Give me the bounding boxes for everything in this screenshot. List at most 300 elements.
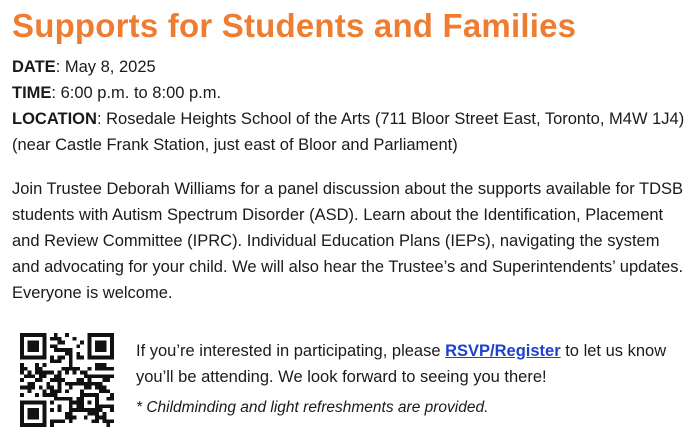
qr-module	[31, 408, 35, 412]
qr-module	[58, 341, 62, 345]
qr-module	[31, 333, 35, 337]
qr-module	[91, 382, 95, 386]
qr-module	[61, 367, 65, 371]
qr-module	[95, 333, 99, 337]
qr-module	[31, 348, 35, 352]
qr-module	[43, 423, 47, 427]
qr-module	[99, 363, 103, 367]
qr-module	[84, 393, 88, 397]
qr-module	[88, 374, 92, 378]
qr-module	[58, 404, 62, 408]
qr-module	[80, 401, 84, 405]
qr-module	[91, 408, 95, 412]
qr-module	[73, 408, 77, 412]
qr-module	[43, 374, 47, 378]
qr-module	[31, 374, 35, 378]
qr-module	[50, 378, 54, 382]
qr-module	[99, 382, 103, 386]
qr-module	[106, 423, 110, 427]
qr-module	[103, 386, 107, 390]
qr-module	[20, 352, 24, 356]
qr-module	[76, 382, 80, 386]
qr-module	[88, 393, 92, 397]
qr-module	[103, 348, 107, 352]
qr-module	[61, 356, 65, 360]
qr-module	[106, 389, 110, 393]
qr-module	[28, 348, 32, 352]
qr-module	[43, 356, 47, 360]
qr-module	[35, 363, 39, 367]
qr-module	[39, 367, 43, 371]
qr-module	[69, 419, 73, 423]
qr-module	[39, 423, 43, 427]
qr-module	[20, 393, 24, 397]
qr-module	[103, 419, 107, 423]
time-line	[12, 80, 687, 106]
qr-module	[95, 393, 99, 397]
qr-module	[39, 333, 43, 337]
qr-module	[24, 367, 28, 371]
qr-module	[103, 356, 107, 360]
qr-module	[88, 348, 92, 352]
qr-module	[106, 419, 110, 423]
rsvp-text	[136, 338, 676, 419]
qr-module	[80, 408, 84, 412]
qr-module	[28, 356, 32, 360]
qr-module	[61, 348, 65, 352]
qr-module	[54, 397, 58, 401]
qr-module	[28, 408, 32, 412]
qr-module	[24, 386, 28, 390]
qr-module	[88, 412, 92, 416]
qr-module	[65, 348, 69, 352]
time-label: TIME	[12, 84, 52, 102]
qr-module	[35, 378, 39, 382]
qr-module	[110, 352, 114, 356]
qr-module	[35, 408, 39, 412]
qr-module	[35, 416, 39, 420]
qr-module	[31, 356, 35, 360]
qr-module	[28, 416, 32, 420]
qr-module	[28, 374, 32, 378]
qr-module	[73, 371, 77, 375]
page-title: Supports for Students and Families	[12, 7, 577, 44]
qr-module	[54, 337, 58, 341]
qr-module	[103, 333, 107, 337]
qr-module	[35, 344, 39, 348]
qr-module	[95, 408, 99, 412]
qr-module	[95, 344, 99, 348]
qr-module	[54, 393, 58, 397]
qr-module	[106, 404, 110, 408]
qr-module	[20, 419, 24, 423]
qr-module	[20, 401, 24, 405]
qr-module	[58, 408, 62, 412]
qr-module	[80, 378, 84, 382]
qr-module	[110, 393, 114, 397]
qr-module	[110, 374, 114, 378]
qr-module	[43, 389, 47, 393]
date-label: DATE	[12, 58, 56, 76]
qr-module	[103, 378, 107, 382]
qr-module	[84, 382, 88, 386]
qr-module	[76, 356, 80, 360]
location-line	[12, 106, 687, 158]
qr-module	[54, 378, 58, 382]
qr-module	[28, 401, 32, 405]
qr-module	[110, 337, 114, 341]
flyer	[12, 0, 687, 306]
qr-module	[69, 404, 73, 408]
qr-module	[20, 356, 24, 360]
qr-module	[31, 401, 35, 405]
qr-module	[73, 337, 77, 341]
qr-module	[110, 397, 114, 401]
qr-module	[43, 363, 47, 367]
qr-module	[28, 386, 32, 390]
qr-module	[65, 412, 69, 416]
qr-module	[103, 363, 107, 367]
qr-module	[20, 412, 24, 416]
qr-module	[99, 367, 103, 371]
qr-module	[110, 419, 114, 423]
qr-module	[20, 348, 24, 352]
rsvp-section	[12, 330, 687, 440]
qr-module	[91, 374, 95, 378]
qr-module	[95, 404, 99, 408]
qr-module	[106, 374, 110, 378]
qr-module	[50, 389, 54, 393]
qr-module	[31, 341, 35, 345]
qr-module	[61, 419, 65, 423]
qr-module	[80, 397, 84, 401]
qr-module	[43, 401, 47, 405]
qr-module	[88, 386, 92, 390]
qr-module	[76, 367, 80, 371]
qr-module	[20, 344, 24, 348]
qr-module	[35, 356, 39, 360]
qr-module	[28, 333, 32, 337]
event-description: Join Trustee Deborah Williams for a panel discussion about the supports available for TDSB students with Autism Spectrum Disorder (ASD). Learn about the Identification, Placement and Review Committee (IPRC). Individual Education Plans (IEPs), navigating the system and advocating for your child. We will also hear the Trustee’s and Superintendents’ updates. Everyone is welcome.	[12, 180, 684, 302]
qr-module	[103, 341, 107, 345]
qr-module	[43, 341, 47, 345]
qr-module	[20, 408, 24, 412]
qr-module	[43, 344, 47, 348]
qr-module	[39, 378, 43, 382]
qr-module	[43, 412, 47, 416]
qr-module	[95, 374, 99, 378]
qr-module	[54, 419, 58, 423]
qr-module	[28, 389, 32, 393]
qr-module	[20, 363, 24, 367]
qr-module	[73, 416, 77, 420]
location-label: LOCATION	[12, 110, 97, 128]
qr-module	[58, 337, 62, 341]
qr-module	[24, 356, 28, 360]
qr-module	[65, 352, 69, 356]
location-value: : Rosedale Heights School of the Arts (711 Bloor Street East, Toronto, M4W 1J4) (near Castle Frank Station, just east of Bloor and Parliament)	[12, 110, 685, 154]
qr-module	[46, 371, 50, 375]
qr-module	[65, 416, 69, 420]
qr-module	[99, 389, 103, 393]
qr-module	[95, 401, 99, 405]
qr-module	[20, 386, 24, 390]
qr-module	[80, 393, 84, 397]
qr-module	[76, 397, 80, 401]
qr-module	[58, 359, 62, 363]
qr-module	[43, 416, 47, 420]
qr-module	[84, 371, 88, 375]
qr-module	[46, 382, 50, 386]
qr-module	[43, 419, 47, 423]
qr-module	[73, 401, 77, 405]
rsvp-register-link[interactable]: RSVP/Register	[445, 342, 561, 360]
qr-module	[50, 393, 54, 397]
qr-module	[95, 419, 99, 423]
qr-module	[35, 371, 39, 375]
qr-module	[50, 356, 54, 360]
qr-module	[91, 419, 95, 423]
qr-module	[103, 389, 107, 393]
qr-module	[84, 374, 88, 378]
qr-module	[110, 348, 114, 352]
qr-module	[88, 401, 92, 405]
qr-module	[106, 333, 110, 337]
qr-module	[99, 341, 103, 345]
qr-module	[65, 367, 69, 371]
qr-module	[43, 371, 47, 375]
qr-module	[110, 404, 114, 408]
qr-module	[91, 356, 95, 360]
qr-module	[61, 397, 65, 401]
qr-module	[35, 412, 39, 416]
qr-module	[54, 359, 58, 363]
qr-module	[110, 367, 114, 371]
qr-module	[84, 386, 88, 390]
qr-module	[35, 423, 39, 427]
qr-module	[65, 371, 69, 375]
qr-module	[28, 344, 32, 348]
qr-module	[69, 348, 73, 352]
qr-module	[103, 416, 107, 420]
qr-module	[69, 356, 73, 360]
qr-module	[58, 374, 62, 378]
qr-module	[50, 344, 54, 348]
qr-module	[99, 404, 103, 408]
qr-module	[69, 397, 73, 401]
qr-module	[35, 367, 39, 371]
qr-module	[80, 389, 84, 393]
qr-module	[31, 416, 35, 420]
qr-module	[88, 337, 92, 341]
qr-module	[20, 423, 24, 427]
qr-module	[28, 423, 32, 427]
qr-module	[76, 408, 80, 412]
qr-module	[69, 412, 73, 416]
rsvp-text-before: If you’re interested in participating, please	[136, 342, 446, 360]
qr-module	[43, 393, 47, 397]
qr-module	[35, 393, 39, 397]
qr-module	[54, 344, 58, 348]
qr-module	[58, 382, 62, 386]
qr-module	[39, 386, 43, 390]
qr-module	[31, 382, 35, 386]
qr-module	[69, 352, 73, 356]
qr-module	[95, 356, 99, 360]
qr-module	[43, 337, 47, 341]
qr-module	[91, 393, 95, 397]
qr-module	[76, 352, 80, 356]
qr-module	[99, 374, 103, 378]
qr-module	[50, 371, 54, 375]
qr-module	[58, 419, 62, 423]
qr-module	[50, 386, 54, 390]
qr-module	[88, 356, 92, 360]
qr-module	[43, 348, 47, 352]
qr-module	[95, 348, 99, 352]
qr-module	[103, 344, 107, 348]
qr-module	[88, 378, 92, 382]
date-value: : May 8, 2025	[55, 58, 156, 76]
qr-module	[28, 371, 32, 375]
qr-module	[28, 341, 32, 345]
qr-module	[88, 352, 92, 356]
qr-module	[31, 344, 35, 348]
qr-module	[20, 367, 24, 371]
qr-module	[110, 333, 114, 337]
qr-module	[65, 382, 69, 386]
qr-module	[54, 374, 58, 378]
qr-module	[54, 389, 58, 393]
qr-module	[88, 344, 92, 348]
qr-module	[106, 356, 110, 360]
qr-module	[76, 344, 80, 348]
qr-module	[80, 404, 84, 408]
qr-module	[58, 371, 62, 375]
qr-module	[35, 401, 39, 405]
qr-module	[58, 356, 62, 360]
qr-module	[50, 401, 54, 405]
qr-module	[110, 408, 114, 412]
qr-module	[76, 404, 80, 408]
qr-module	[20, 404, 24, 408]
qr-module	[99, 408, 103, 412]
qr-module	[99, 333, 103, 337]
qr-module	[39, 401, 43, 405]
qr-module	[95, 412, 99, 416]
qr-module	[110, 356, 114, 360]
qr-module	[39, 374, 43, 378]
qr-module	[58, 348, 62, 352]
qr-module	[99, 386, 103, 390]
qr-module	[65, 397, 69, 401]
qr-module	[65, 389, 69, 393]
date-line	[12, 54, 687, 80]
qr-module	[69, 359, 73, 363]
qr-module	[39, 371, 43, 375]
qr-module	[58, 378, 62, 382]
qr-module	[20, 371, 24, 375]
qr-module	[61, 378, 65, 382]
qr-module	[95, 363, 99, 367]
qr-module	[95, 367, 99, 371]
qr-module	[50, 337, 54, 341]
qr-module	[106, 378, 110, 382]
qr-module	[50, 423, 54, 427]
qr-module	[88, 367, 92, 371]
qr-module	[99, 356, 103, 360]
qr-module	[43, 404, 47, 408]
qr-module	[95, 382, 99, 386]
qr-module	[73, 367, 77, 371]
qr-module	[91, 333, 95, 337]
footnote: * Childminding and light refreshments are provided.	[136, 399, 489, 416]
qr-module	[76, 378, 80, 382]
qr-module	[69, 416, 73, 420]
qr-module	[88, 341, 92, 345]
qr-module	[58, 386, 62, 390]
qr-module	[58, 397, 62, 401]
qr-module	[65, 333, 69, 337]
qr-module	[20, 333, 24, 337]
qr-module	[103, 404, 107, 408]
qr-module	[31, 423, 35, 427]
qr-module	[54, 333, 58, 337]
qr-module	[69, 363, 73, 367]
qr-module	[88, 333, 92, 337]
qr-module	[69, 401, 73, 405]
qr-module	[58, 389, 62, 393]
time-value: : 6:00 p.m. to 8:00 p.m.	[51, 84, 222, 102]
qr-module	[84, 416, 88, 420]
qr-module	[24, 374, 28, 378]
qr-module	[35, 333, 39, 337]
qr-module	[80, 382, 84, 386]
qr-module	[24, 423, 28, 427]
qr-module	[99, 416, 103, 420]
qr-module	[76, 401, 80, 405]
qr-module	[110, 344, 114, 348]
qr-module	[91, 412, 95, 416]
qr-module	[43, 333, 47, 337]
qr-module	[95, 416, 99, 420]
qr-module	[20, 416, 24, 420]
qr-module	[24, 401, 28, 405]
qr-module	[73, 382, 77, 386]
qr-module	[80, 341, 84, 345]
rsvp-text-after: to let us know you’ll be attending. We look forward to seeing you there!	[136, 342, 667, 386]
qr-module	[99, 348, 103, 352]
qr-module	[43, 408, 47, 412]
qr-code-icon[interactable]	[20, 333, 114, 427]
qr-module	[69, 367, 73, 371]
qr-module	[95, 397, 99, 401]
qr-module	[88, 382, 92, 386]
qr-module	[50, 419, 54, 423]
qr-module	[106, 397, 110, 401]
qr-module	[20, 341, 24, 345]
qr-module	[50, 408, 54, 412]
qr-module	[69, 386, 73, 390]
qr-module	[24, 333, 28, 337]
qr-module	[28, 412, 32, 416]
qr-module	[69, 382, 73, 386]
qr-module	[31, 386, 35, 390]
qr-module	[84, 408, 88, 412]
qr-module	[88, 408, 92, 412]
qr-module	[80, 371, 84, 375]
qr-module	[95, 341, 99, 345]
